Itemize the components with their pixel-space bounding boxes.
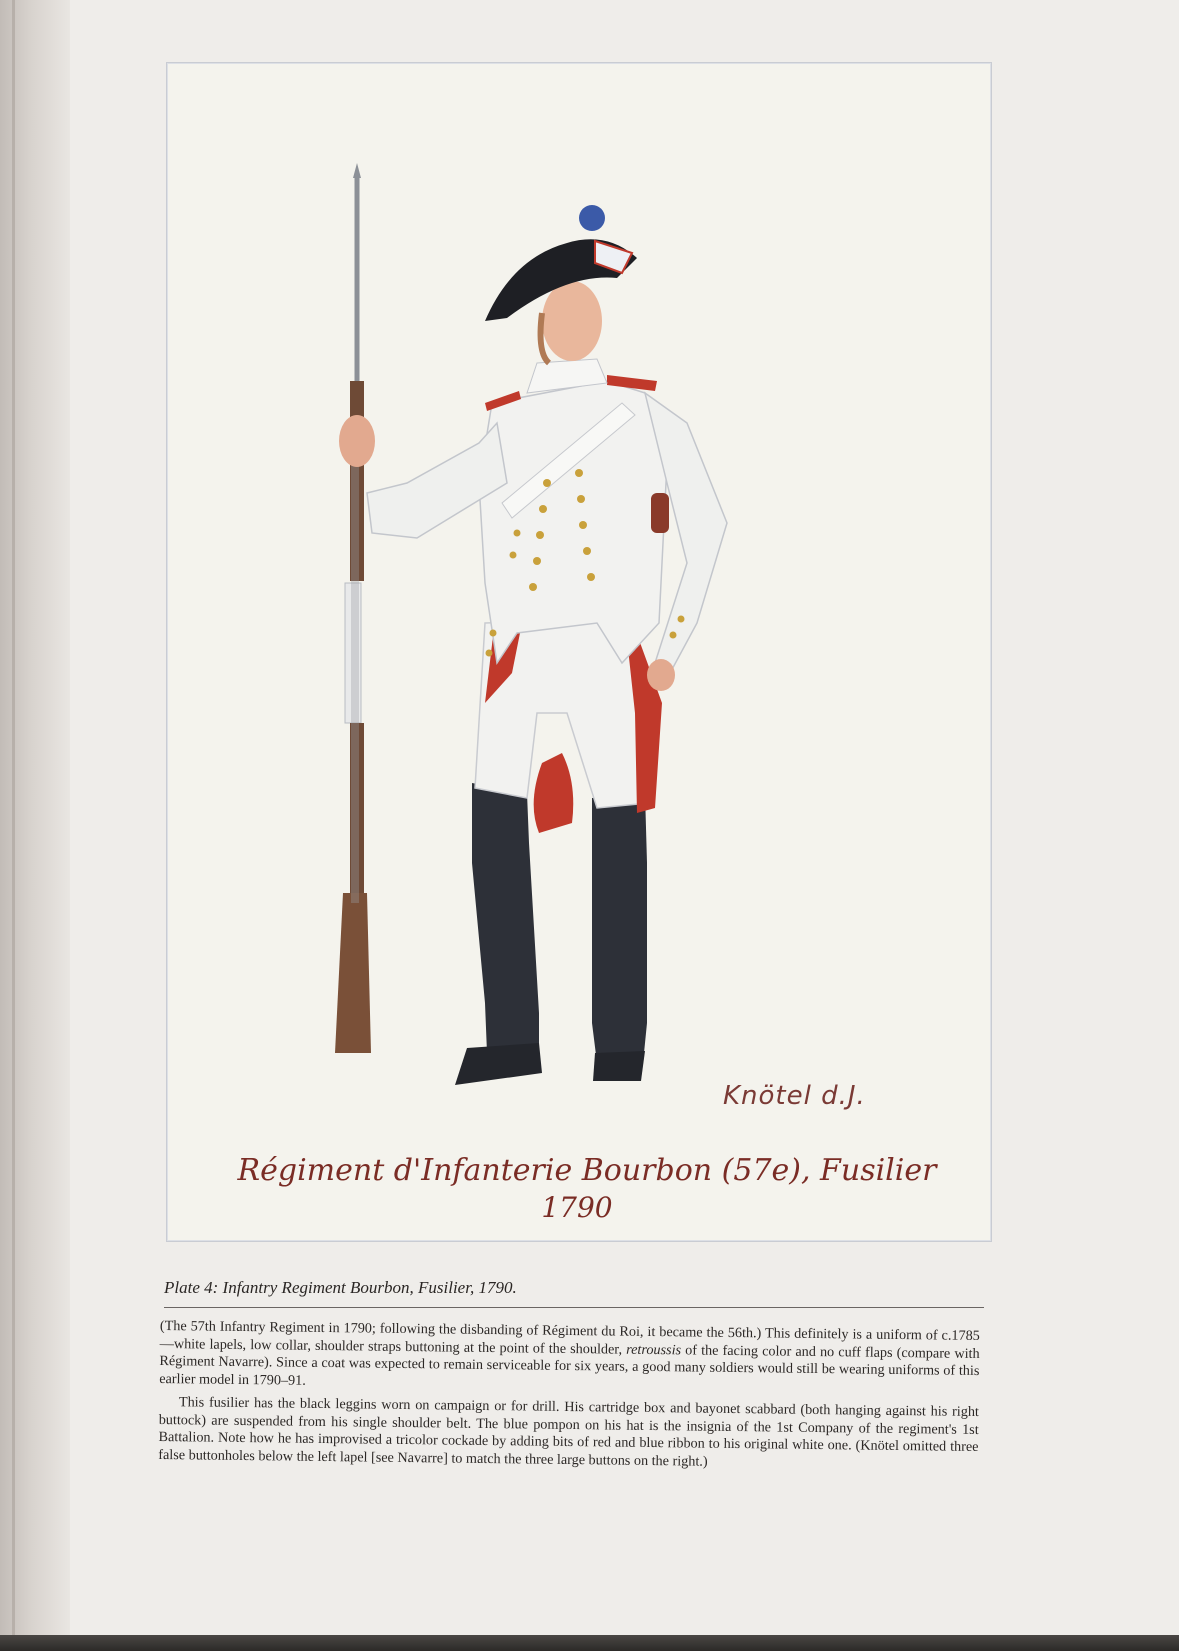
artist-signature: Knötel d.J.	[723, 1081, 866, 1111]
hand-on-hip	[647, 659, 675, 691]
head	[542, 281, 602, 361]
caption-body	[157, 1318, 980, 1558]
pompon-icon	[579, 205, 605, 231]
caption-paragraph-1-italic: retroussis	[626, 1341, 682, 1358]
page-gutter	[0, 0, 70, 1651]
fusilier-illustration	[167, 63, 991, 1241]
caption-paragraph-1	[159, 1318, 980, 1398]
caption-paragraph-1-part-a: (The 57th Infantry Regiment in 1790; following the disbanding of Régiment du Roi, it became the 56th.) This definitely is a uniform of c.1785—white lapels, low collar, shoulder straps buttoning at the point of the shoulder,	[159, 1318, 980, 1358]
binding-line	[12, 0, 15, 1651]
hand-on-musket	[339, 415, 375, 467]
white-coat	[479, 381, 667, 663]
cartridge-flap	[534, 753, 574, 833]
cartridge-box	[651, 493, 669, 533]
caption-title: Plate 4: Infantry Regiment Bourbon, Fusilier, 1790.	[164, 1278, 984, 1308]
plate-year: 1790	[541, 1191, 613, 1224]
plate-title: Régiment d'Infanterie Bourbon (57e), Fusilier	[237, 1153, 937, 1188]
caption-paragraph-2: This fusilier has the black leggins worn on campaign or for drill. His cartridge box and bayonet scabbard (both hanging against his right buttock) are suspended from his single shoulder belt. The blue pompon on his hat is the insignia of the 1st Company of the regiment's 1st Battalion. Note how he has improvised a tricolor cockade by adding bits of red and blue ribbon to his original white one. (Knötel omitted three false buttonholes below the left lapel [see Navarre] to match the three large buttons on the right.)	[158, 1394, 980, 1470]
illustration-plate	[166, 62, 992, 1242]
musket-icon	[335, 163, 371, 1053]
page-bottom-edge	[0, 1635, 1179, 1651]
caption-paragraph-1-part-b: of the facing color and no cuff flaps (compare with Régiment Navarre). Since a coat was expected to remain serviceable for six years, a good many soldiers would still be wearing uniforms of this earlier model in 1790–91.	[159, 1341, 980, 1389]
